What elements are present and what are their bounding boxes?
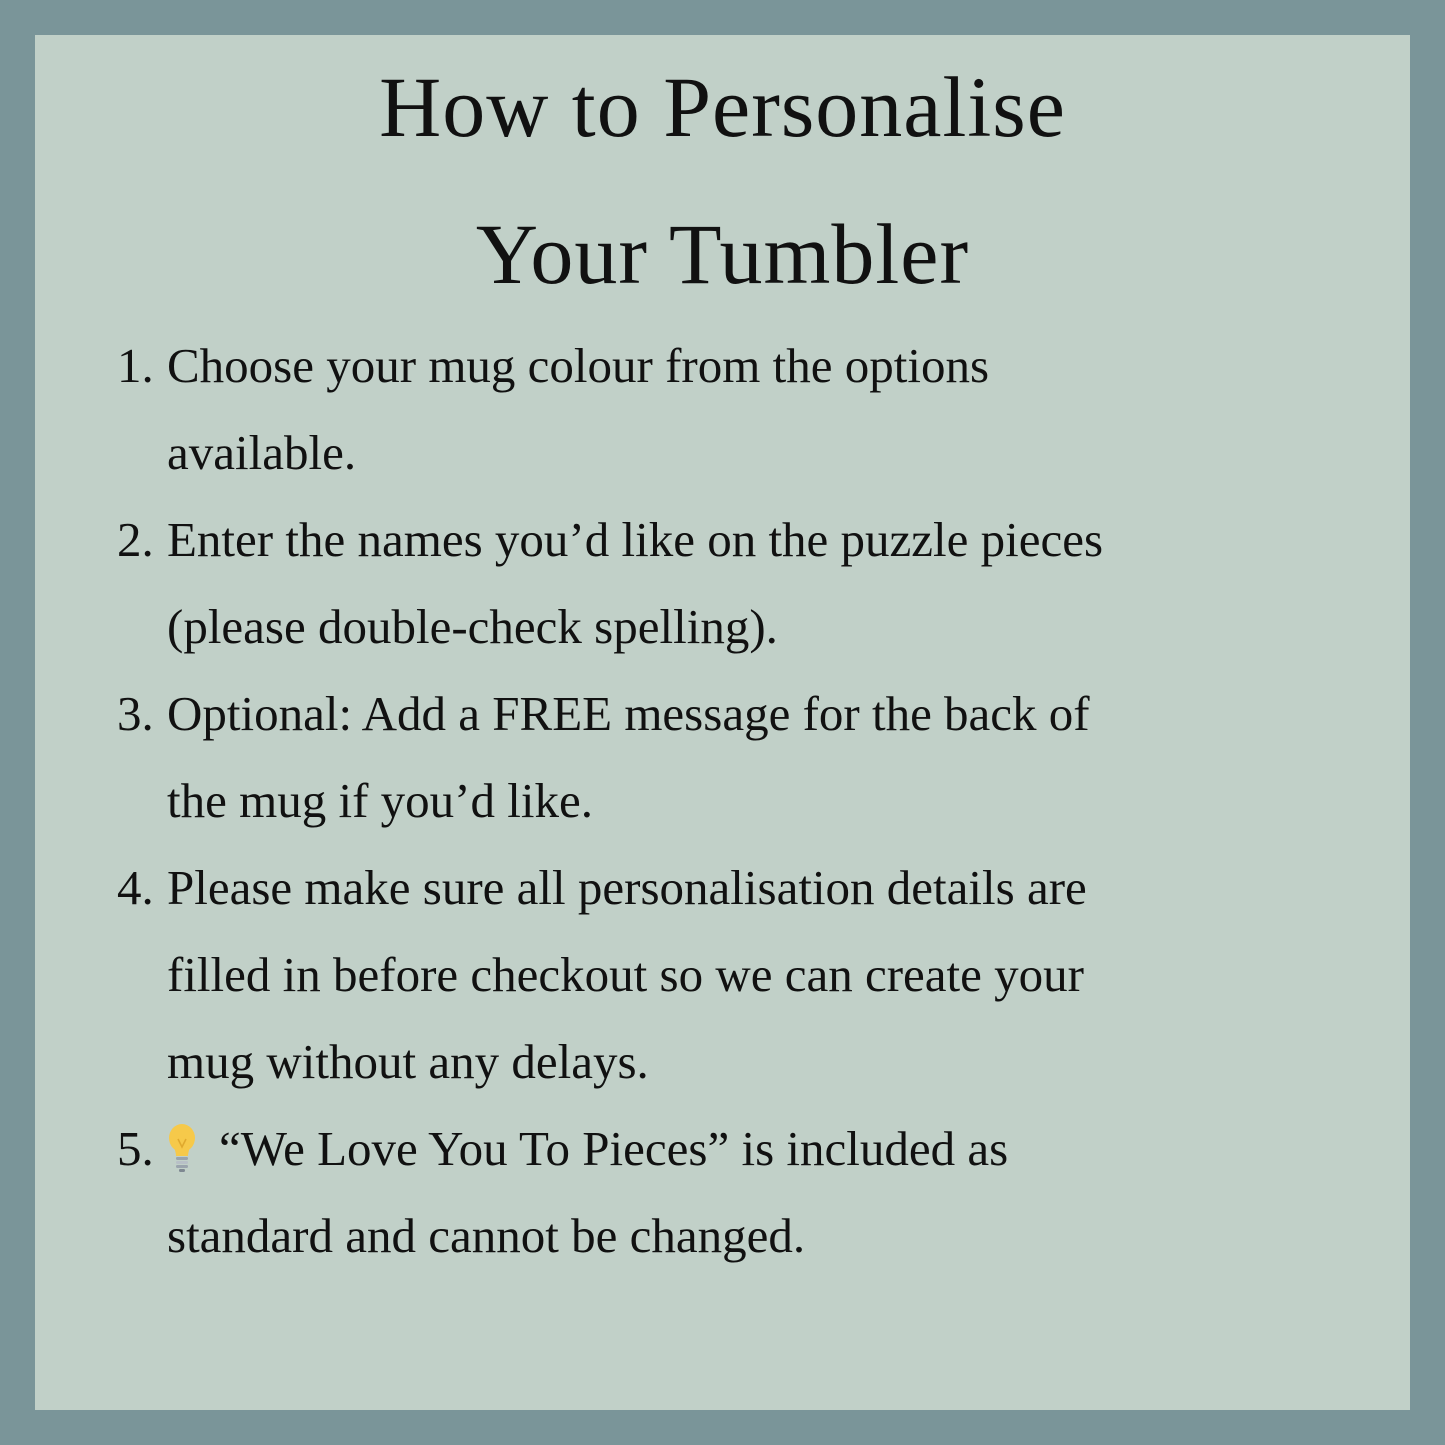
step-text-line-with-icon (167, 1105, 1387, 1192)
step-text-line: the mug if you’d like. (167, 773, 593, 828)
step-4 (117, 844, 1387, 1105)
step-number: 3. (117, 686, 154, 741)
step-5 (117, 1105, 1387, 1279)
step-number: 5. (117, 1121, 154, 1176)
step-number: 2. (117, 512, 154, 567)
step-text-line: (please double-check spelling). (167, 599, 778, 654)
step-2 (117, 496, 1387, 670)
step-text: “We Love You To Pieces” is included as (219, 1121, 1009, 1176)
step-number: 1. (117, 338, 154, 393)
lightbulb-icon (167, 1123, 197, 1175)
step-text-line: filled in before checkout so we can create your (167, 947, 1084, 1002)
step-number: 4. (117, 860, 154, 915)
title-line-2: Your Tumbler (475, 206, 970, 302)
step-1 (117, 322, 1387, 496)
step-text-line: Enter the names you’d like on the puzzle pieces (167, 512, 1104, 567)
steps-list (117, 322, 1387, 1279)
instruction-card (35, 35, 1410, 1410)
step-text-line: mug without any delays. (167, 1034, 649, 1089)
step-text-line: Please make sure all personalisation details are (167, 860, 1087, 915)
step-text-line: available. (167, 425, 357, 480)
title-line-1: How to Personalise (379, 59, 1066, 155)
step-text-line: standard and cannot be changed. (167, 1208, 806, 1263)
step-text-line: Choose your mug colour from the options (167, 338, 990, 393)
step-text-line: Optional: Add a FREE message for the back of (167, 686, 1090, 741)
step-3 (117, 670, 1387, 844)
